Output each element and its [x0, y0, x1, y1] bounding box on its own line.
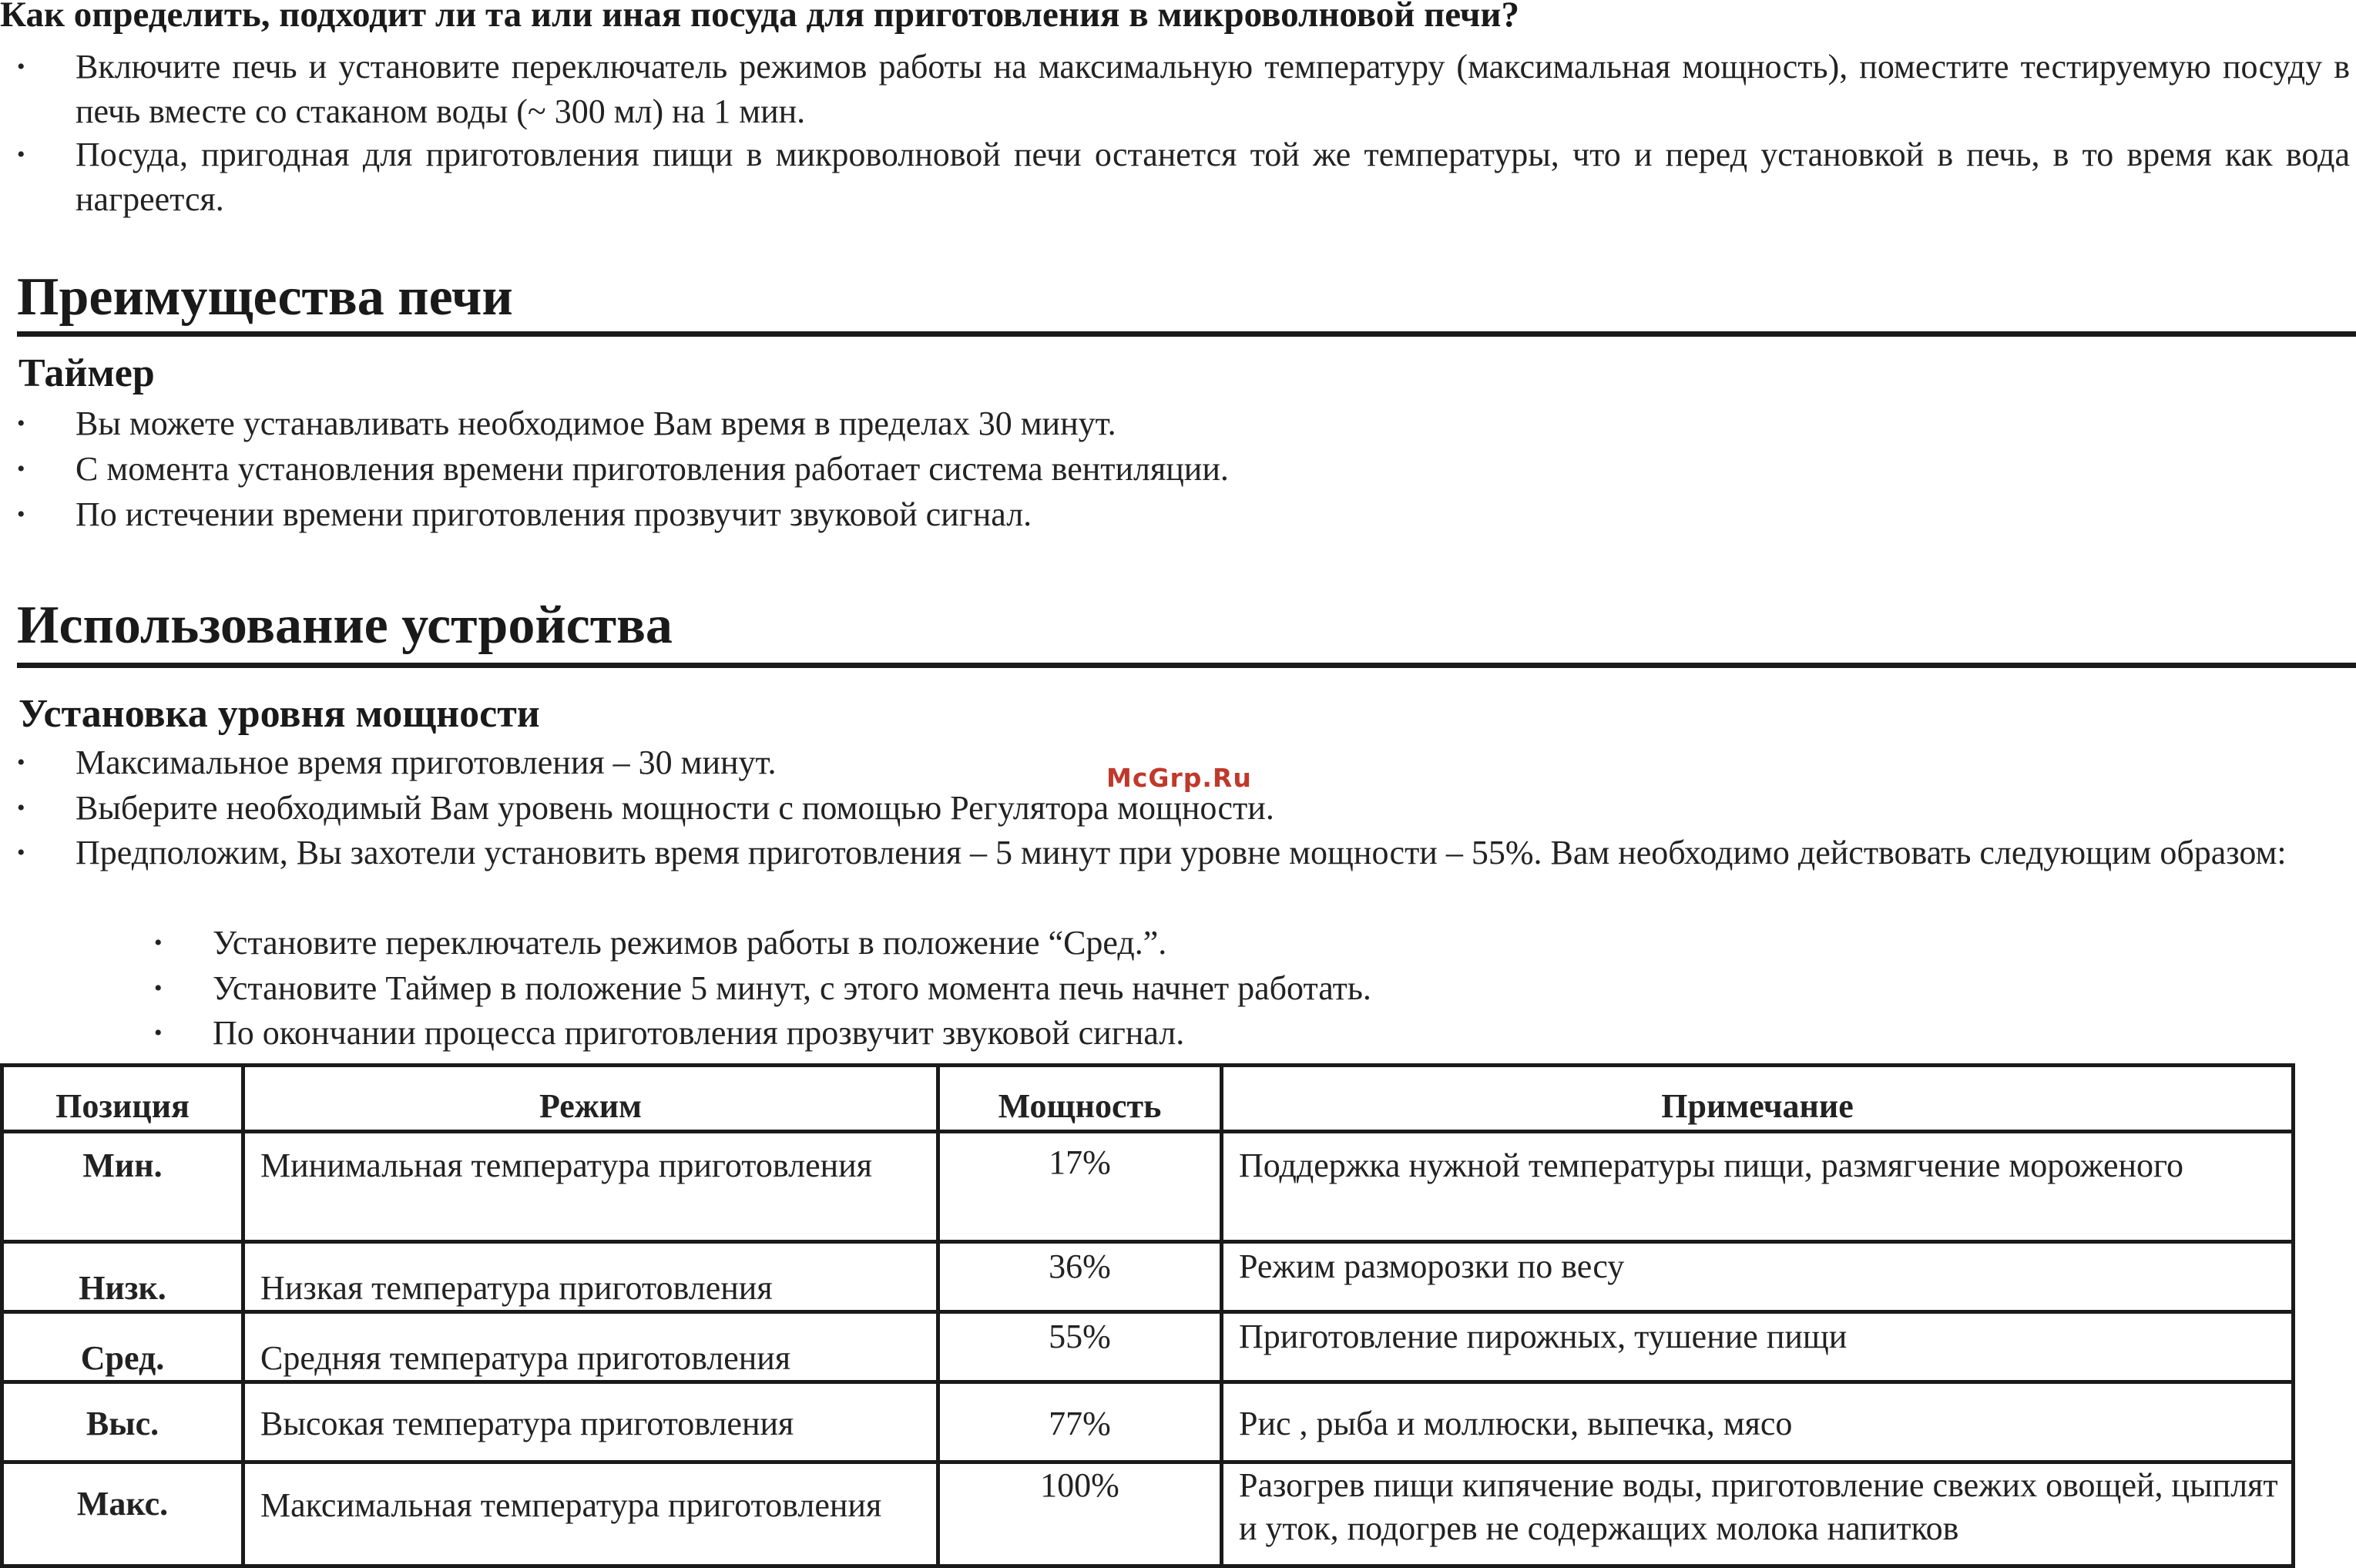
list-item-text: Максимальное время приготовления – 30 минут.: [76, 744, 777, 781]
cell-position: Макс.: [2, 1462, 243, 1566]
list-item-text: Предположим, Вы захотели установить время приготовления – 5 минут при уровне мощности – 55%. Вам необходимо действовать следующим образом:: [76, 834, 2287, 871]
list-item: [17, 831, 2350, 875]
cell-note: Режим разморозки по весу: [1222, 1242, 2294, 1312]
cell-position: Мин.: [2, 1132, 243, 1242]
section-divider: [17, 331, 2356, 337]
bullet-icon: •: [17, 411, 25, 436]
bullet-icon: •: [17, 502, 25, 527]
list-item-text: Включите печь и установите переключатель режимов работы на максимальную температуру (максимальная мощность), поместите тестируемую посуду в печь вместе со стаканом воды (~ 300 мл) на 1 мин.: [76, 48, 2350, 130]
cell-note: Рис , рыба и моллюски, выпечка, мясо: [1222, 1382, 2294, 1462]
column-header: Мощность: [938, 1066, 1222, 1132]
table-row: [2, 1242, 2294, 1312]
subheading-power-level: Установка уровня мощности: [18, 692, 540, 736]
list-item: [17, 133, 2350, 222]
cell-power: 17%: [938, 1132, 1222, 1242]
list-item: [17, 45, 2350, 134]
list-item-text: Выберите необходимый Вам уровень мощности с помощью Регулятора мощности.: [76, 789, 1274, 827]
list-item-text: Посуда, пригодная для приготовления пищи в микроволновой печи останется той же температуры, что и перед установкой в печь, в то время как вода нагреется.: [76, 136, 2350, 218]
bullet-icon: •: [17, 795, 25, 821]
cell-note: Разогрев пищи кипячение воды, приготовление свежих овощей, цыплят и уток, подогрев не содержащих молока напитков: [1222, 1462, 2294, 1566]
table-row: [2, 1132, 2294, 1242]
list-item-text: С момента установления времени приготовления работает система вентиляции.: [76, 450, 1229, 488]
list-item-text: Установите переключатель режимов работы в положение “Сред.”.: [213, 924, 1167, 962]
bullet-icon: •: [17, 750, 25, 775]
list-item: [17, 401, 1116, 446]
table-row: [2, 1312, 2294, 1382]
cell-note: Приготовление пирожных, тушение пищи: [1222, 1312, 2294, 1382]
column-header: Позиция: [2, 1066, 243, 1132]
sub-list-item: [154, 921, 1167, 965]
list-item: [17, 740, 777, 785]
list-item-text: По истечении времени приготовления прозвучит звуковой сигнал.: [76, 495, 1032, 533]
question-title: Как определить, подходит ли та или иная посуда для приготовления в микроволновой печи?: [0, 0, 1519, 35]
cell-power: 100%: [938, 1462, 1222, 1566]
list-item-text: По окончании процесса приготовления прозвучит звуковой сигнал.: [213, 1014, 1185, 1052]
cell-mode: Средняя температура приготовления: [243, 1312, 938, 1382]
cell-power: 77%: [938, 1382, 1222, 1462]
watermark: McGrp.Ru: [1106, 763, 1252, 793]
list-item-text: Вы можете устанавливать необходимое Вам время в пределах 30 минут.: [76, 405, 1116, 442]
sub-list-item: [154, 1011, 1185, 1056]
cell-position: Сред.: [2, 1312, 243, 1382]
cell-mode: Максимальная температура приготовления: [243, 1462, 938, 1566]
bullet-icon: •: [17, 142, 25, 167]
list-item: [17, 447, 1229, 492]
list-item: [17, 786, 1274, 831]
list-item-text: Установите Таймер в положение 5 минут, с этого момента печь начнет работать.: [213, 969, 1371, 1007]
bullet-icon: •: [17, 456, 25, 482]
bullet-icon: •: [154, 930, 163, 955]
sub-list-item: [154, 966, 1371, 1011]
cell-mode: Высокая температура приготовления: [243, 1382, 938, 1462]
bullet-icon: •: [17, 840, 25, 865]
bullet-icon: •: [154, 1020, 163, 1046]
cell-position: Выс.: [2, 1382, 243, 1462]
cell-mode: Низкая температура приготовления: [243, 1242, 938, 1312]
section-divider: [17, 663, 2356, 668]
section-heading-usage: Использование устройства: [17, 596, 673, 655]
bullet-icon: •: [154, 975, 163, 1001]
cell-mode: Минимальная температура приготовления: [243, 1132, 938, 1242]
column-header: Примечание: [1222, 1066, 2294, 1132]
column-header: Режим: [243, 1066, 938, 1132]
table-row: [2, 1382, 2294, 1462]
cell-position: Низк.: [2, 1242, 243, 1312]
cell-power: 55%: [938, 1312, 1222, 1382]
subheading-timer: Таймер: [18, 351, 155, 395]
table-header-row: [2, 1066, 2294, 1132]
cell-note: Поддержка нужной температуры пищи, размягчение мороженого: [1222, 1132, 2294, 1242]
section-heading-advantages: Преимущества печи: [17, 267, 513, 327]
cell-power: 36%: [938, 1242, 1222, 1312]
bullet-icon: •: [17, 54, 25, 79]
table-row: [2, 1462, 2294, 1566]
power-modes-table: [0, 1063, 2295, 1568]
list-item: [17, 492, 1032, 537]
